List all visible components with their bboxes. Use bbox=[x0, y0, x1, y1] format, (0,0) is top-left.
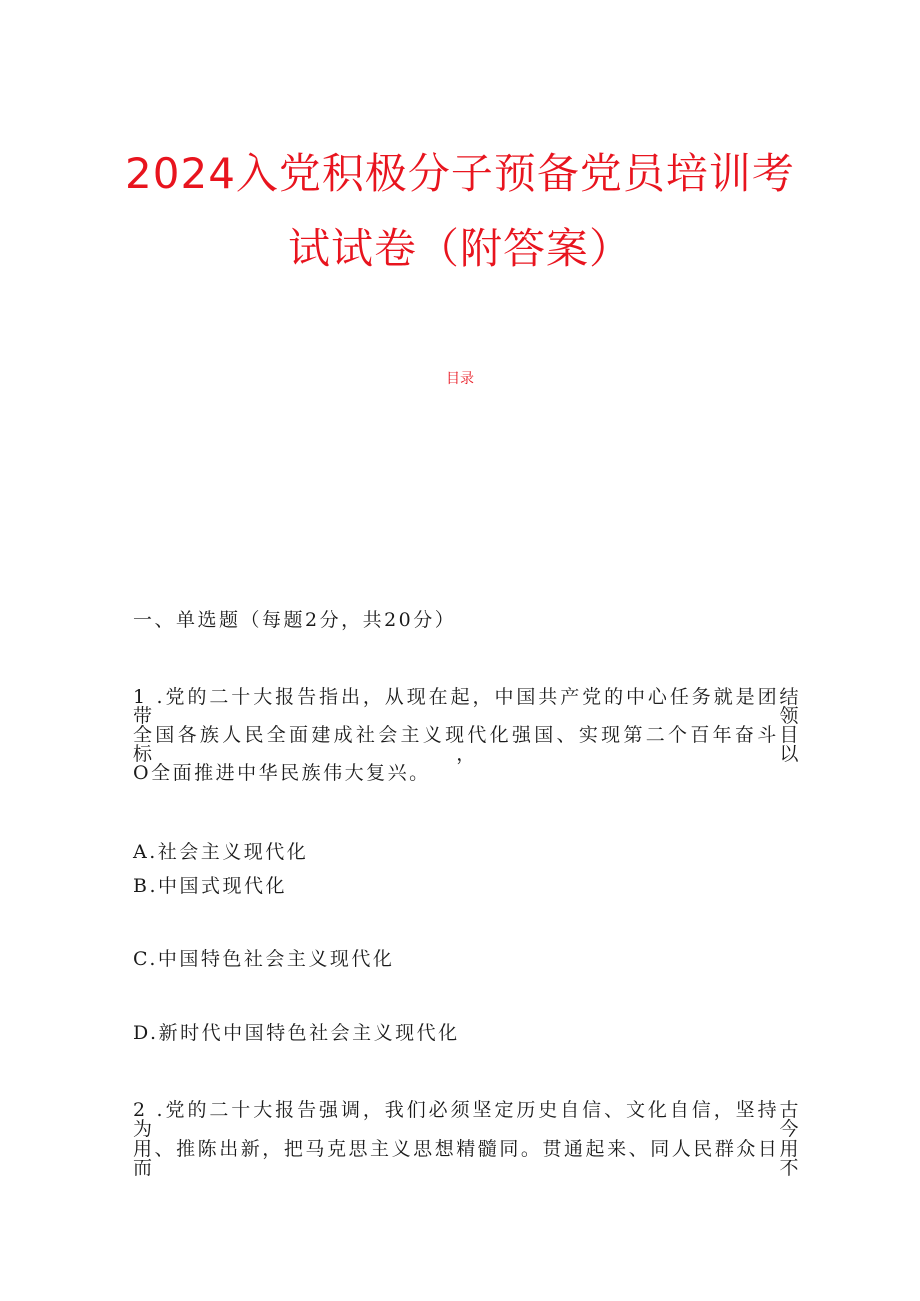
question-1-option-d: D.新时代中国特色社会主义现代化 bbox=[133, 1022, 460, 1044]
question-1-line-2: 全国各族人民全面建成社会主义现代化强国、实现第二个百年奋斗目标，以 bbox=[133, 724, 801, 765]
document-title-line-1: 2024入党积极分子预备党员培训考 bbox=[125, 149, 795, 198]
question-1-option-b: B.中国式现代化 bbox=[133, 875, 288, 897]
question-1-line-1: 1 .党的二十大报告指出，从现在起，中国共产党的中心任务就是团结带领 bbox=[133, 686, 801, 727]
question-1-line-3: O全面推进中华民族伟大复兴。 bbox=[133, 762, 431, 784]
toc-label: 目录 bbox=[446, 371, 474, 387]
section-heading: 一、单选题（每题2分，共20分） bbox=[133, 609, 457, 631]
question-1-option-c: C.中国特色社会主义现代化 bbox=[133, 948, 395, 970]
question-1-option-a: A.社会主义现代化 bbox=[133, 841, 309, 863]
question-2-line-1: 2 .党的二十大报告强调，我们必须坚定历史自信、文化自信，坚持古为今 bbox=[133, 1099, 801, 1140]
question-2-line-2: 用、推陈出新，把马克思主义思想精髓同。贯通起来、同人民群众日用而不 bbox=[133, 1138, 801, 1179]
document-title-line-2: 试试卷（附答案） bbox=[287, 224, 632, 273]
